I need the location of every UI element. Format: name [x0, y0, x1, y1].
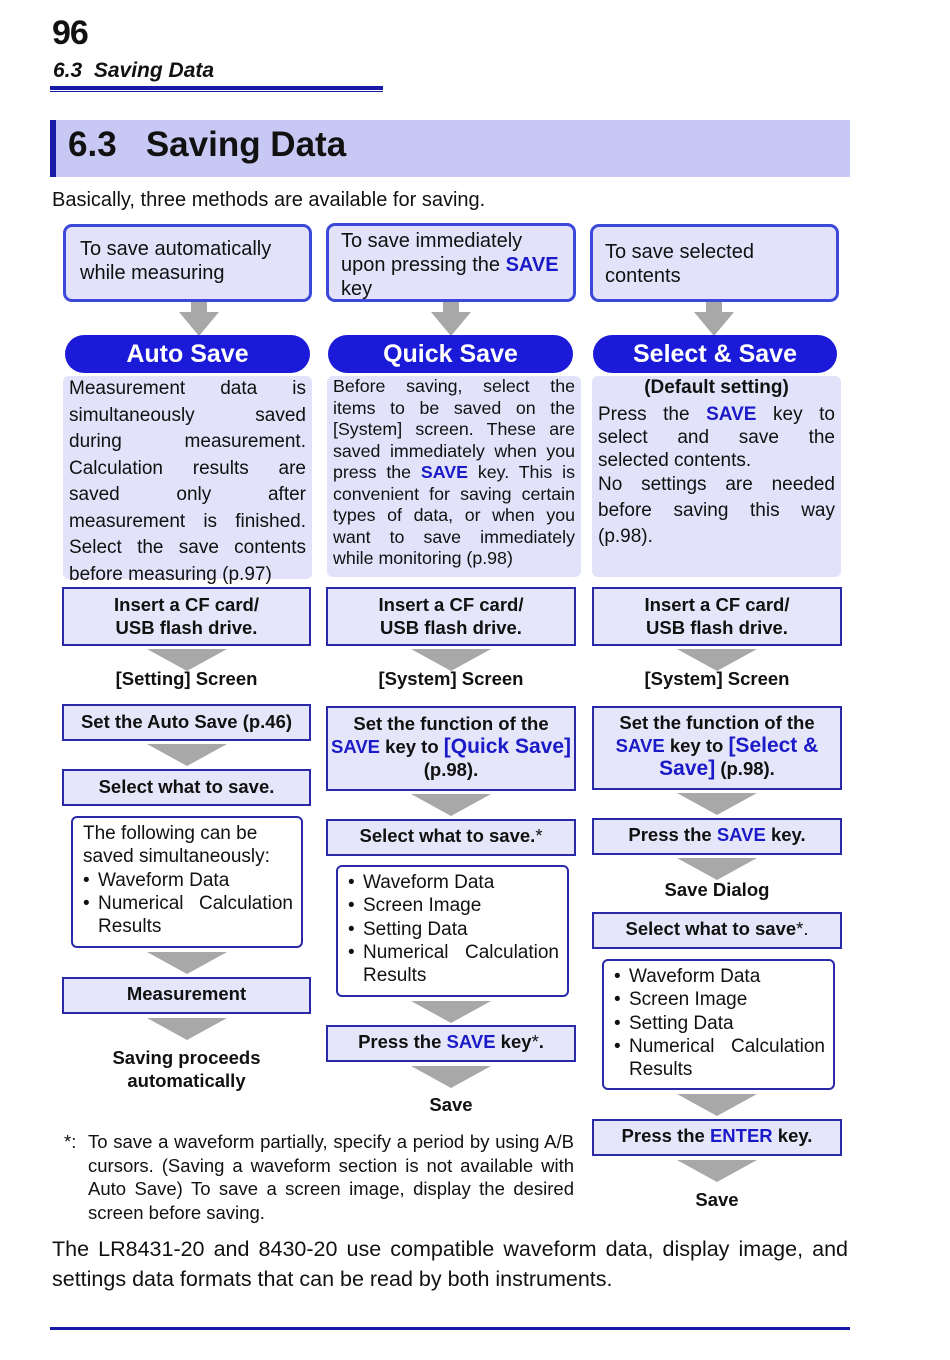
quick-save-description-panel	[327, 376, 581, 577]
arrow-down-icon	[677, 793, 757, 815]
arrow-down-icon	[411, 794, 491, 816]
enter-key-name: ENTER	[709, 1125, 773, 1146]
key-word: key	[341, 278, 373, 300]
arrow-down-icon	[431, 302, 471, 336]
auto-save-content-list	[71, 816, 303, 948]
auto-save-title: Auto Save	[65, 335, 310, 373]
select-save-description: Press the SAVE key to select and save the selected contents.	[598, 404, 835, 471]
intro-text: Basically, three methods are available for saving.	[52, 189, 486, 211]
usb-drive-line: USB flash drive.	[115, 617, 258, 638]
quick-save-press-step: Press the SAVE key*.	[326, 1025, 576, 1062]
save-dialog-label: Save Dialog	[664, 879, 770, 900]
list-item: • Setting Data	[614, 1012, 825, 1035]
list-item: • Waveform Data	[83, 869, 293, 892]
result-line: automatically	[127, 1070, 246, 1091]
select-save-title: Select & Save	[593, 335, 837, 373]
quick-save-purpose: To save immediately upon pressing the	[341, 230, 523, 276]
select-save-purpose-box	[590, 224, 839, 302]
arrow-down-icon	[677, 1160, 757, 1182]
select-save-insert-card-step	[592, 587, 842, 646]
auto-save-set-step: Set the Auto Save (p.46)	[62, 704, 311, 741]
quick-save-content-list	[336, 865, 569, 997]
select-save-set-function-step: Set the function of the SAVE key to [Select & Save] (p.98).	[592, 706, 842, 790]
save-key-name: SAVE	[706, 404, 757, 425]
auto-save-screen-label: [Setting] Screen	[115, 668, 258, 689]
select-save-enter-step: Press the ENTER key.	[592, 1119, 842, 1156]
footer-rule	[50, 1327, 850, 1330]
asterisk-mark: *	[535, 825, 543, 846]
arrow-down-icon	[411, 1001, 491, 1023]
list-item: • Waveform Data	[348, 871, 559, 894]
arrow-down-icon	[677, 858, 757, 880]
auto-save-description: Measurement data is simultaneously saved during measurement. Calculation results are saved only after measurement is finished. Select the save contents before measuring (p.97)	[69, 378, 306, 585]
select-save-mode-name: [Select & Save]	[659, 734, 819, 780]
auto-save-purpose-box	[63, 224, 312, 302]
footnote	[64, 1130, 574, 1224]
select-save-purpose: To save selected contents	[605, 241, 754, 287]
save-key-name: SAVE	[615, 735, 665, 756]
quick-save-purpose-box	[326, 223, 576, 302]
select-save-select-step: Select what to save*.	[592, 912, 842, 949]
quick-save-result: Save	[429, 1094, 473, 1115]
section-heading: 6.3 Saving Data	[68, 125, 347, 164]
header-rule	[50, 86, 383, 92]
measurement-step: Measurement	[62, 977, 311, 1014]
quick-save-select-step: Select what to save.*	[326, 819, 576, 856]
select-save-result: Save	[695, 1189, 739, 1210]
quick-save-mode-name: [Quick Save]	[443, 735, 571, 758]
result-line: Saving proceeds	[112, 1047, 261, 1068]
select-save-note: No settings are needed before saving this way (p.98).	[598, 474, 835, 547]
running-section-title: 6.3 Saving Data	[53, 59, 215, 82]
save-key-name: SAVE	[446, 1031, 496, 1052]
save-key-name: SAVE	[420, 462, 469, 482]
list-item: • Waveform Data	[614, 965, 825, 988]
arrow-down-icon	[179, 302, 219, 336]
list-item: • Screen Image	[348, 894, 559, 917]
arrow-down-icon	[694, 302, 734, 336]
quick-save-description: Before saving, select the items to be saved on the [System] screen. These are saved immediately when you press the SAVE key. This is convenient for saving certain types of data, or when you want to save immediately while monitoring (p.98)	[333, 376, 575, 568]
usb-drive-line: USB flash drive.	[380, 617, 522, 638]
footnote-mark: *:	[64, 1131, 77, 1152]
select-save-content-list	[602, 959, 835, 1090]
auto-save-purpose: To save automatically while measuring	[80, 238, 272, 284]
save-key-name: SAVE	[716, 824, 766, 845]
insert-card-line: Insert a CF card/	[644, 594, 790, 615]
insert-card-line: Insert a CF card/	[378, 594, 524, 615]
quick-save-screen-label: [System] Screen	[378, 668, 524, 689]
auto-save-insert-card-step	[62, 587, 311, 646]
quick-save-set-function-step: Set the function of the SAVE key to [Quick Save] (p.98).	[326, 706, 576, 791]
auto-save-select-step: Select what to save.	[62, 769, 311, 806]
select-save-screen-label: [System] Screen	[644, 668, 790, 689]
footnote-text: To save a waveform partially, specify a period by using A/B cursors. (Saving a waveform section is not available with Auto Save) To save a screen image, display the desired screen before saving.	[88, 1131, 574, 1223]
arrow-down-icon	[677, 1094, 757, 1116]
asterisk-mark: *	[796, 918, 804, 939]
quick-save-insert-card-step	[326, 587, 576, 646]
page-number: 96	[52, 14, 88, 52]
default-setting-note: (Default setting)	[644, 377, 789, 398]
select-save-press-step: Press the SAVE key.	[592, 818, 842, 855]
save-key-name: SAVE	[331, 736, 381, 757]
list-item: • Numerical Calculation Results	[348, 941, 559, 988]
arrow-down-icon	[411, 1066, 491, 1088]
list-item: • Numerical Calculation Results	[614, 1035, 825, 1082]
insert-card-line: Insert a CF card/	[114, 594, 259, 615]
list-item: • Screen Image	[614, 988, 825, 1011]
list-item: • Setting Data	[348, 918, 559, 941]
list-item: • Numerical Calculation Results	[83, 892, 293, 939]
arrow-down-icon	[147, 1018, 227, 1040]
auto-save-description-panel	[63, 376, 312, 585]
usb-drive-line: USB flash drive.	[646, 617, 788, 638]
closing-paragraph: The LR8431-20 and 8430-20 use compatible waveform data, display image, and settings data formats that can be read by both instruments.	[52, 1237, 848, 1291]
arrow-down-icon	[147, 744, 227, 766]
save-key-name: SAVE	[505, 254, 559, 276]
arrow-down-icon	[147, 952, 227, 974]
auto-save-result	[62, 1046, 311, 1092]
select-save-description-panel	[592, 376, 841, 577]
list-intro: The following can be saved simultaneously:	[83, 823, 270, 868]
asterisk-mark: *	[531, 1031, 539, 1052]
quick-save-title: Quick Save	[328, 335, 573, 373]
